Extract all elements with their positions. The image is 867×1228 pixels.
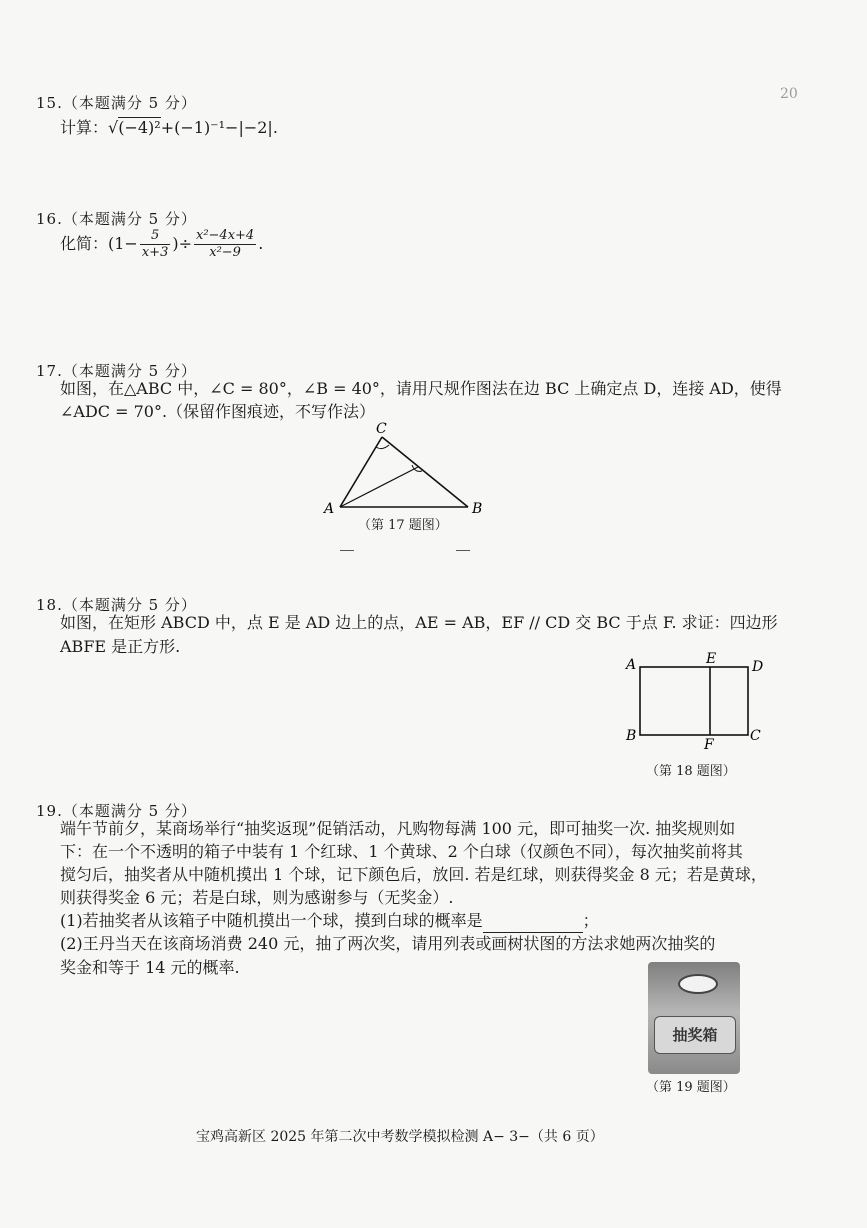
box-opening — [678, 974, 718, 994]
side-bc — [382, 437, 468, 507]
q15-header: 15.（本题满分 5 分） — [36, 94, 197, 112]
q16-expression — [60, 228, 263, 261]
q16-frac2-denominator: x²−9 — [209, 245, 241, 260]
vertex-label-b: B — [626, 728, 637, 744]
q16-label: 化简：(1− — [60, 234, 138, 253]
q15-expression — [60, 116, 278, 140]
q16-fraction-1 — [140, 228, 171, 261]
q18-line2: ABFE 是正方形. — [60, 637, 181, 656]
q19-part1-end: ； — [582, 911, 599, 930]
q19-part1 — [60, 909, 599, 933]
q16-frac1-numerator: 5 — [140, 228, 171, 245]
q16-frac1-denominator: x+3 — [141, 245, 169, 260]
q19-part2-line1: (2)王丹当天在该商场消费 240 元，抽了两次奖，请用列表或画树状图的方法求她两次抽奖的 — [60, 934, 716, 953]
q16-end: . — [258, 234, 264, 253]
q15-label: 计算： — [60, 118, 109, 137]
vertex-label-a: A — [626, 657, 637, 673]
q19-line2: 下：在一个不透明的箱子中装有 1 个红球、1 个黄球、2 个白球（仅颜色不同），每次抽奖前将其 — [60, 842, 743, 861]
q18-rectangle-figure — [620, 650, 770, 755]
vertex-label-a: A — [324, 501, 335, 517]
q16-fraction-2 — [194, 228, 256, 261]
vertex-label-c: C — [750, 728, 761, 744]
answer-blank[interactable] — [483, 916, 583, 933]
q19-part1-text: (1)若抽奖者从该箱子中随机摸出一个球，摸到白球的概率是 — [60, 911, 483, 930]
q19-line1: 端午节前夕，某商场举行“抽奖返现”促销活动，凡购物每满 100 元，即可抽奖一次. 抽奖规则如 — [60, 819, 736, 838]
vertex-label-e: E — [706, 651, 717, 667]
lottery-box-image — [648, 962, 740, 1074]
vertex-label-d: D — [752, 659, 764, 675]
q19-line4: 则获得奖金 6 元；若是白球，则为感谢参与（无奖金）. — [60, 888, 454, 907]
q15-rest: +(−1)⁻¹−|−2|. — [160, 118, 278, 137]
q19-caption: （第 19 题图） — [646, 1080, 736, 1095]
vertex-label-c: C — [376, 421, 387, 437]
q19-header: 19.（本题满分 5 分） — [36, 802, 197, 820]
angle-mark-c — [376, 445, 389, 449]
corner-mark: 20 — [780, 86, 798, 102]
q15-sqrt-content: (−4)² — [118, 118, 161, 137]
q18-caption: （第 18 题图） — [646, 764, 736, 779]
q19-part2-line2: 奖金和等于 14 元的概率. — [60, 958, 240, 977]
rectangle-abcd — [640, 667, 748, 735]
box-label: 抽奖箱 — [654, 1016, 736, 1054]
vertex-label-f: F — [704, 737, 714, 753]
page-footer: 宝鸡高新区 2025 年第二次中考数学模拟检测 A− 3−（共 6 页） — [196, 1129, 604, 1145]
q17-triangle-figure — [300, 415, 500, 530]
q18-header: 18.（本题满分 5 分） — [36, 596, 197, 614]
q19-line3: 搅匀后，抽奖者从中随机摸出 1 个球，记下颜色后，放回. 若是红球，则获得奖金 8 元；若是黄球， — [60, 865, 767, 884]
sqrt-sign: √ — [108, 118, 119, 137]
q17-caption: （第 17 题图） — [358, 518, 448, 533]
q16-frac2-numerator: x²−4x+4 — [196, 228, 255, 243]
q16-header: 16.（本题满分 5 分） — [36, 210, 197, 228]
scan-mark-1 — [340, 550, 354, 551]
q17-header: 17.（本题满分 5 分） — [36, 362, 197, 380]
q17-line1: 如图，在△ABC 中，∠C = 80°，∠B = 40°，请用尺规作图法在边 BC 上确定点 D，连接 AD，使得 — [60, 379, 782, 398]
scan-mark-2 — [456, 550, 470, 551]
q18-line1: 如图，在矩形 ABCD 中，点 E 是 AD 边上的点，AE = AB，EF // CD 交 BC 于点 F. 求证：四边形 — [60, 613, 778, 632]
q17-line2: ∠ADC = 70°.（保留作图痕迹，不写作法） — [60, 402, 376, 421]
vertex-label-b: B — [472, 501, 483, 517]
q16-mid: )÷ — [172, 234, 192, 253]
